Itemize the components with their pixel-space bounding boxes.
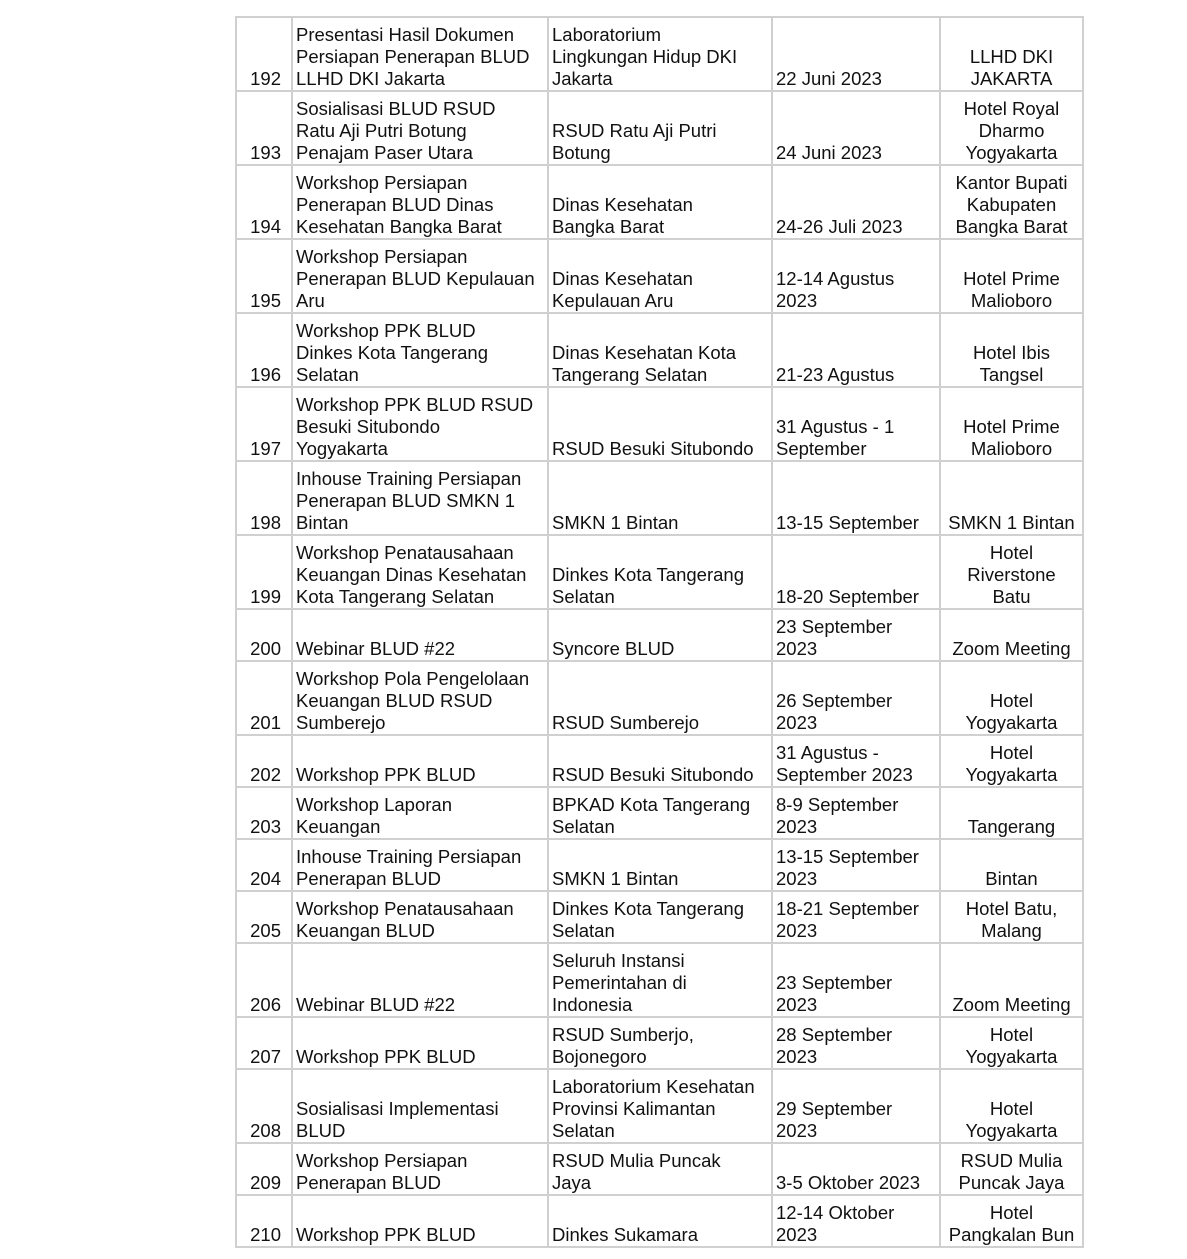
activity-line: Workshop Penatausahaan	[296, 898, 514, 919]
activity-line: Penerapan BLUD Kepulauan	[296, 268, 535, 289]
location-cell	[940, 1195, 1083, 1247]
date-line: 2023	[776, 816, 818, 837]
location-line: Hotel	[989, 542, 1034, 563]
row-number-cell	[236, 91, 292, 165]
activity-line: Workshop PPK BLUD RSUD	[296, 394, 534, 415]
row-number: 205	[250, 920, 281, 941]
row-number: 194	[250, 216, 281, 237]
organizer-cell	[548, 17, 772, 91]
location-line: Tangsel	[979, 364, 1044, 385]
date-cell	[772, 1195, 940, 1247]
activity-cell	[292, 787, 548, 839]
organizer-line: Dinkes Sukamara	[552, 1224, 699, 1245]
organizer-line: Selatan	[552, 1120, 615, 1141]
activity-line: Workshop Penatausahaan	[296, 542, 514, 563]
activity-cell	[292, 1195, 548, 1247]
activity-line: Workshop Persiapan	[296, 172, 468, 193]
activity-table-body	[236, 17, 1083, 1247]
activity-cell	[292, 387, 548, 461]
location-line: Bangka Barat	[955, 216, 1068, 237]
location-line: Hotel	[989, 1024, 1034, 1045]
organizer-line: RSUD Sumberejo	[552, 712, 700, 733]
table-row	[236, 1195, 1083, 1247]
location-line: Dharmo	[978, 120, 1045, 141]
date-cell	[772, 839, 940, 891]
row-number: 209	[250, 1172, 281, 1193]
location-line: Hotel Ibis	[972, 342, 1051, 363]
date-cell	[772, 1017, 940, 1069]
row-number: 206	[250, 994, 281, 1015]
row-number: 204	[250, 868, 281, 889]
row-number: 198	[250, 512, 281, 533]
organizer-line: Selatan	[552, 586, 615, 607]
table-row	[236, 461, 1083, 535]
date-line: 18-20 September	[776, 586, 919, 607]
date-line: 2023	[776, 712, 818, 733]
activity-line: Workshop PPK BLUD	[296, 320, 476, 341]
organizer-line: Laboratorium	[552, 24, 662, 45]
activity-line: Workshop PPK BLUD	[296, 1046, 476, 1067]
date-line: 3-5 Oktober 2023	[776, 1172, 920, 1193]
table-row	[236, 839, 1083, 891]
date-line: 13-15 September	[776, 512, 919, 533]
organizer-line: RSUD Ratu Aji Putri	[552, 120, 717, 141]
organizer-line: Dinas Kesehatan	[552, 268, 693, 289]
date-line: 2023	[776, 868, 818, 889]
date-cell	[772, 1143, 940, 1195]
date-line: 2023	[776, 920, 818, 941]
organizer-line: Dinkes Kota Tangerang	[552, 898, 744, 919]
location-line: SMKN 1 Bintan	[948, 512, 1075, 533]
table-row	[236, 787, 1083, 839]
activity-line: LLHD DKI Jakarta	[296, 68, 446, 89]
organizer-line: Bojonegoro	[552, 1046, 647, 1067]
organizer-line: Laboratorium Kesehatan	[552, 1076, 755, 1097]
organizer-line: Lingkungan Hidup DKI	[552, 46, 738, 67]
organizer-cell	[548, 1017, 772, 1069]
organizer-line: Bangka Barat	[552, 216, 665, 237]
location-line: Hotel Prime	[963, 268, 1060, 289]
organizer-line: Indonesia	[552, 994, 633, 1015]
location-cell	[940, 1017, 1083, 1069]
location-line: Yogyakarta	[965, 142, 1058, 163]
date-line: 2023	[776, 638, 818, 659]
row-number-cell	[236, 891, 292, 943]
row-number-cell	[236, 17, 292, 91]
organizer-line: BPKAD Kota Tangerang	[552, 794, 751, 815]
date-line: 23 September	[776, 972, 893, 993]
row-number-cell	[236, 735, 292, 787]
organizer-line: Seluruh Instansi	[552, 950, 685, 971]
row-number-cell	[236, 165, 292, 239]
date-line: 13-15 September	[776, 846, 919, 867]
organizer-cell	[548, 165, 772, 239]
activity-line: Penerapan BLUD SMKN 1	[296, 490, 516, 511]
row-number: 202	[250, 764, 281, 785]
location-cell	[940, 787, 1083, 839]
organizer-cell	[548, 839, 772, 891]
date-cell	[772, 461, 940, 535]
date-line: 2023	[776, 1120, 818, 1141]
row-number-cell	[236, 1017, 292, 1069]
activity-cell	[292, 1143, 548, 1195]
row-number-cell	[236, 1143, 292, 1195]
row-number: 210	[250, 1224, 281, 1245]
activity-line: Penerapan BLUD Dinas	[296, 194, 494, 215]
date-cell	[772, 787, 940, 839]
organizer-cell	[548, 1195, 772, 1247]
table-row	[236, 735, 1083, 787]
row-number-cell	[236, 239, 292, 313]
organizer-cell	[548, 609, 772, 661]
date-line: 12-14 Agustus	[776, 268, 895, 289]
table-row	[236, 239, 1083, 313]
date-line: 18-21 September	[776, 898, 919, 919]
activity-line: Webinar BLUD #22	[296, 638, 456, 659]
organizer-line: Jakarta	[552, 68, 613, 89]
location-line: Hotel Batu,	[965, 898, 1058, 919]
table-row	[236, 535, 1083, 609]
organizer-cell	[548, 943, 772, 1017]
row-number: 195	[250, 290, 281, 311]
date-cell	[772, 165, 940, 239]
date-line: 12-14 Oktober	[776, 1202, 895, 1223]
activity-line: Yogyakarta	[296, 438, 388, 459]
organizer-line: Dinas Kesehatan Kota	[552, 342, 737, 363]
location-line: Puncak Jaya	[958, 1172, 1065, 1193]
table-row	[236, 661, 1083, 735]
organizer-line: Selatan	[552, 816, 615, 837]
row-number-cell	[236, 313, 292, 387]
activity-line: Ratu Aji Putri Botung	[296, 120, 467, 141]
row-number: 197	[250, 438, 281, 459]
activity-cell	[292, 1069, 548, 1143]
organizer-line: Selatan	[552, 920, 615, 941]
activity-cell	[292, 891, 548, 943]
row-number: 208	[250, 1120, 281, 1141]
date-line: 31 Agustus - 1	[776, 416, 895, 437]
organizer-line: Syncore BLUD	[552, 638, 675, 659]
activity-cell	[292, 609, 548, 661]
location-line: Zoom Meeting	[952, 638, 1071, 659]
activity-line: Persiapan Penerapan BLUD	[296, 46, 530, 67]
location-line: Zoom Meeting	[952, 994, 1071, 1015]
organizer-line: RSUD Besuki Situbondo	[552, 438, 754, 459]
table-row	[236, 943, 1083, 1017]
activity-line: Workshop PPK BLUD	[296, 764, 476, 785]
activity-cell	[292, 17, 548, 91]
date-line: 29 September	[776, 1098, 893, 1119]
row-number-cell	[236, 943, 292, 1017]
activity-line: Kota Tangerang Selatan	[296, 586, 495, 607]
organizer-cell	[548, 387, 772, 461]
row-number: 200	[250, 638, 281, 659]
location-line: Yogyakarta	[965, 1120, 1058, 1141]
date-cell	[772, 239, 940, 313]
organizer-line: Dinkes Kota Tangerang	[552, 564, 744, 585]
organizer-cell	[548, 91, 772, 165]
row-number-cell	[236, 661, 292, 735]
table-row	[236, 387, 1083, 461]
activity-line: Sumberejo	[296, 712, 386, 733]
activity-line: Besuki Situbondo	[296, 416, 440, 437]
location-cell	[940, 387, 1083, 461]
organizer-line: RSUD Sumberjo,	[552, 1024, 694, 1045]
organizer-cell	[548, 239, 772, 313]
location-line: Pangkalan Bun	[948, 1224, 1075, 1245]
date-cell	[772, 91, 940, 165]
location-cell	[940, 165, 1083, 239]
date-line: 2023	[776, 1224, 818, 1245]
location-cell	[940, 239, 1083, 313]
location-line: Yogyakarta	[965, 712, 1058, 733]
activity-line: Sosialisasi Implementasi	[296, 1098, 499, 1119]
date-cell	[772, 943, 940, 1017]
location-cell	[940, 943, 1083, 1017]
row-number: 201	[250, 712, 281, 733]
activity-line: Keuangan BLUD RSUD	[296, 690, 493, 711]
row-number-cell	[236, 839, 292, 891]
activity-cell	[292, 661, 548, 735]
date-cell	[772, 535, 940, 609]
activity-line: Inhouse Training Persiapan	[296, 468, 522, 489]
date-line: September 2023	[776, 764, 913, 785]
organizer-cell	[548, 891, 772, 943]
activity-line: Penerapan BLUD	[296, 1172, 442, 1193]
activity-cell	[292, 239, 548, 313]
organizer-cell	[548, 661, 772, 735]
row-number-cell	[236, 387, 292, 461]
location-line: Kabupaten	[966, 194, 1057, 215]
location-line: Kantor Bupati	[955, 172, 1068, 193]
location-line: Malioboro	[970, 290, 1053, 311]
table-row	[236, 313, 1083, 387]
table-row	[236, 891, 1083, 943]
activity-line: Dinkes Kota Tangerang	[296, 342, 488, 363]
date-line: 2023	[776, 994, 818, 1015]
organizer-line: Pemerintahan di	[552, 972, 687, 993]
date-line: 2023	[776, 1046, 818, 1067]
location-cell	[940, 1143, 1083, 1195]
activity-cell	[292, 313, 548, 387]
activity-line: Aru	[296, 290, 325, 311]
row-number: 196	[250, 364, 281, 385]
location-line: Batu	[992, 586, 1031, 607]
activity-line: Kesehatan Bangka Barat	[296, 216, 502, 237]
date-line: 24-26 Juli 2023	[776, 216, 903, 237]
organizer-line: Kepulauan Aru	[552, 290, 674, 311]
date-cell	[772, 891, 940, 943]
location-line: LLHD DKI	[969, 46, 1054, 67]
location-line: Riverstone	[967, 564, 1056, 585]
organizer-cell	[548, 535, 772, 609]
row-number: 199	[250, 586, 281, 607]
location-line: Tangerang	[967, 816, 1056, 837]
activity-cell	[292, 535, 548, 609]
location-cell	[940, 535, 1083, 609]
table-row	[236, 1143, 1083, 1195]
location-line: Hotel	[989, 1098, 1034, 1119]
activity-cell	[292, 943, 548, 1017]
table-row	[236, 165, 1083, 239]
activity-line: Workshop PPK BLUD	[296, 1224, 476, 1245]
row-number-cell	[236, 461, 292, 535]
date-line: 24 Juni 2023	[776, 142, 882, 163]
location-line: Hotel Prime	[963, 416, 1060, 437]
location-line: Bintan	[985, 868, 1038, 889]
row-number-cell	[236, 609, 292, 661]
location-line: RSUD Mulia	[960, 1150, 1063, 1171]
activity-line: Penajam Paser Utara	[296, 142, 473, 163]
row-number-cell	[236, 1195, 292, 1247]
date-line: 22 Juni 2023	[776, 68, 882, 89]
organizer-line: Dinas Kesehatan	[552, 194, 693, 215]
organizer-line: SMKN 1 Bintan	[552, 868, 679, 889]
date-line: 26 September	[776, 690, 893, 711]
row-number: 203	[250, 816, 281, 837]
organizer-line: RSUD Mulia Puncak	[552, 1150, 721, 1171]
activity-line: Penerapan BLUD	[296, 868, 442, 889]
row-number: 192	[250, 68, 281, 89]
table-row	[236, 17, 1083, 91]
date-cell	[772, 313, 940, 387]
organizer-line: SMKN 1 Bintan	[552, 512, 679, 533]
activity-cell	[292, 1017, 548, 1069]
organizer-cell	[548, 1143, 772, 1195]
activity-line: Workshop Laporan	[296, 794, 452, 815]
location-cell	[940, 461, 1083, 535]
organizer-line: Jaya	[552, 1172, 592, 1193]
organizer-cell	[548, 1069, 772, 1143]
activity-line: Bintan	[296, 512, 349, 533]
location-line: Yogyakarta	[965, 764, 1058, 785]
activity-line: Keuangan	[296, 816, 381, 837]
date-cell	[772, 609, 940, 661]
date-line: 23 September	[776, 616, 893, 637]
location-line: Hotel	[989, 1202, 1034, 1223]
date-line: 28 September	[776, 1024, 893, 1045]
organizer-line: Provinsi Kalimantan	[552, 1098, 716, 1119]
organizer-cell	[548, 735, 772, 787]
location-cell	[940, 1069, 1083, 1143]
location-cell	[940, 91, 1083, 165]
location-cell	[940, 891, 1083, 943]
date-cell	[772, 661, 940, 735]
organizer-cell	[548, 787, 772, 839]
location-line: Hotel Royal	[963, 98, 1060, 119]
date-cell	[772, 1069, 940, 1143]
date-line: September	[776, 438, 867, 459]
location-cell	[940, 17, 1083, 91]
activity-cell	[292, 91, 548, 165]
row-number-cell	[236, 1069, 292, 1143]
row-number-cell	[236, 787, 292, 839]
activity-line: Keuangan BLUD	[296, 920, 435, 941]
date-line: 31 Agustus -	[776, 742, 879, 763]
organizer-cell	[548, 313, 772, 387]
activity-cell	[292, 839, 548, 891]
location-cell	[940, 313, 1083, 387]
activity-line: Keuangan Dinas Kesehatan	[296, 564, 527, 585]
organizer-line: Botung	[552, 142, 611, 163]
date-line: 8-9 September	[776, 794, 899, 815]
date-cell	[772, 17, 940, 91]
activity-line: BLUD	[296, 1120, 346, 1141]
table-row	[236, 1017, 1083, 1069]
table-row	[236, 91, 1083, 165]
location-cell	[940, 735, 1083, 787]
organizer-line: Tangerang Selatan	[552, 364, 708, 385]
activity-line: Presentasi Hasil Dokumen	[296, 24, 514, 45]
location-line: Malang	[981, 920, 1042, 941]
activity-table	[235, 16, 1084, 1248]
location-line: JAKARTA	[970, 68, 1053, 89]
activity-cell	[292, 165, 548, 239]
activity-line: Workshop Persiapan	[296, 246, 468, 267]
date-cell	[772, 387, 940, 461]
location-line: Hotel	[989, 690, 1034, 711]
row-number: 207	[250, 1046, 281, 1067]
location-line: Yogyakarta	[965, 1046, 1058, 1067]
location-cell	[940, 661, 1083, 735]
location-line: Hotel	[989, 742, 1034, 763]
activity-line: Inhouse Training Persiapan	[296, 846, 522, 867]
activity-line: Sosialisasi BLUD RSUD	[296, 98, 496, 119]
date-line: 2023	[776, 290, 818, 311]
organizer-line: RSUD Besuki Situbondo	[552, 764, 754, 785]
table-row	[236, 1069, 1083, 1143]
location-line: Malioboro	[970, 438, 1053, 459]
activity-line: Webinar BLUD #22	[296, 994, 456, 1015]
activity-line: Workshop Pola Pengelolaan	[296, 668, 530, 689]
date-cell	[772, 735, 940, 787]
activity-line: Workshop Persiapan	[296, 1150, 468, 1171]
activity-line: Selatan	[296, 364, 359, 385]
row-number: 193	[250, 142, 281, 163]
location-cell	[940, 609, 1083, 661]
date-line: 21-23 Agustus	[776, 364, 895, 385]
activity-cell	[292, 461, 548, 535]
table-row	[236, 609, 1083, 661]
organizer-cell	[548, 461, 772, 535]
row-number-cell	[236, 535, 292, 609]
activity-cell	[292, 735, 548, 787]
location-cell	[940, 839, 1083, 891]
